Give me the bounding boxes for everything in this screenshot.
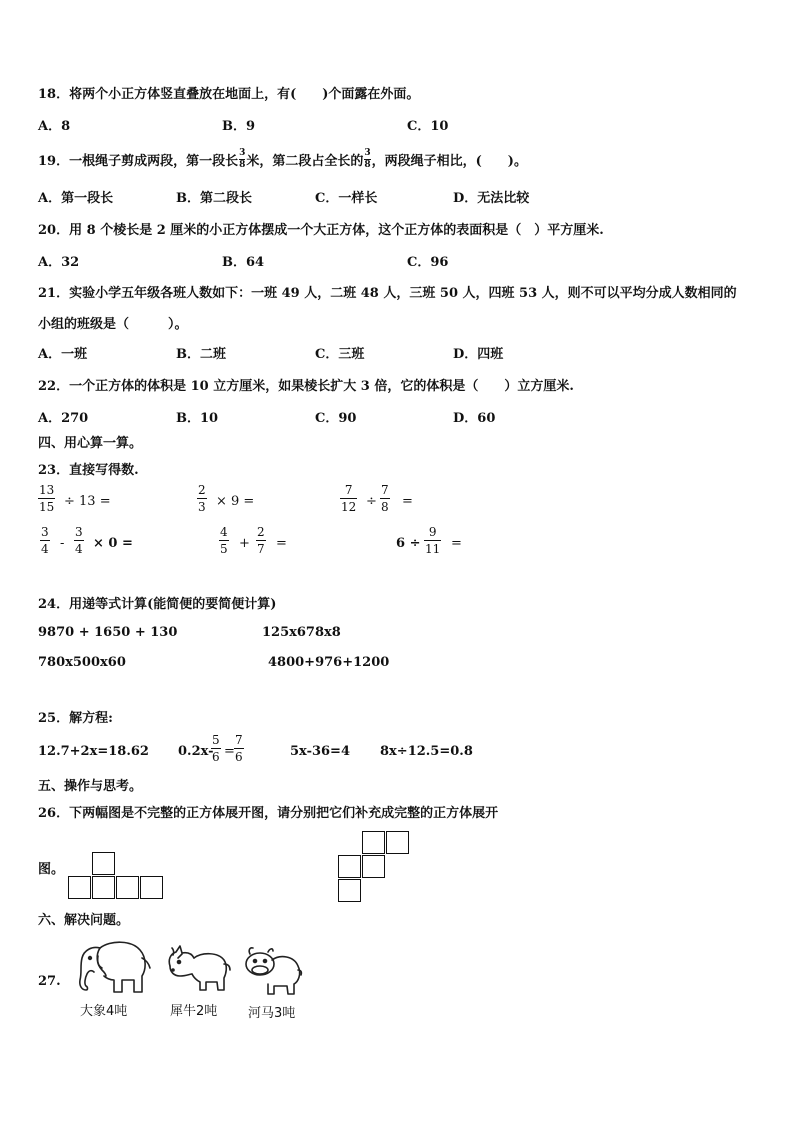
q23-e4-numerator-1: 3 xyxy=(41,525,49,539)
q21-line1: 21．实验小学五年级各班人数如下：一班 49 人，二班 48 人，三班 50 人，四班 53 人，则不可以平均分成人数相同的 xyxy=(38,286,737,301)
q19-option-c[interactable]: C．一样长 xyxy=(315,191,378,206)
q23-e3-equals: = xyxy=(402,494,413,509)
q25-e2-denominator-2: 6 xyxy=(235,750,243,764)
net1-square xyxy=(140,876,163,899)
net1-square xyxy=(116,876,139,899)
q18-option-c[interactable]: C．10 xyxy=(407,119,449,134)
q23-e4-operator: - xyxy=(60,536,65,551)
hippo-label: 河马3吨 xyxy=(248,1006,296,1021)
q22-option-c[interactable]: C．90 xyxy=(315,411,357,426)
q23-e1-fraction xyxy=(38,484,55,513)
elephant-label: 大象4吨 xyxy=(80,1004,128,1019)
q24-expression-2: 125x678x8 xyxy=(262,625,341,640)
q22-option-b[interactable]: B．10 xyxy=(176,411,219,426)
q19-option-b[interactable]: B．第二段长 xyxy=(176,191,252,206)
q23-e6-numerator: 9 xyxy=(428,525,437,539)
q23-e1-denominator: 15 xyxy=(39,500,55,514)
q23-e5-numerator-1: 4 xyxy=(220,525,228,539)
q25-e2-denominator-1: 6 xyxy=(212,750,220,764)
q20-option-c[interactable]: C．96 xyxy=(407,255,449,270)
q22-option-d[interactable]: D．60 xyxy=(453,411,496,426)
q25-equation-2-fraction-1 xyxy=(211,734,221,763)
q23-e6-denominator: 11 xyxy=(425,542,441,556)
q19-fraction-2 xyxy=(364,149,370,170)
net2-square xyxy=(338,855,361,878)
q25-e2-numerator-1: 5 xyxy=(212,733,220,747)
q25-equation-1: 12.7+2x=18.62 xyxy=(38,744,149,759)
q25-equation-2-equals: = xyxy=(224,744,235,759)
q25-equation-2-fraction-2 xyxy=(234,734,244,763)
q19-frac1-numerator: 3 xyxy=(239,147,246,158)
q24-expression-1: 9870 + 1650 + 130 xyxy=(38,625,178,640)
q23-e5-fraction-1 xyxy=(219,526,229,555)
q23-e4-operation: × 0 = xyxy=(93,536,133,551)
q19-frac2-numerator: 3 xyxy=(364,147,371,158)
q23-e2-numerator: 2 xyxy=(198,483,206,497)
net1-square xyxy=(92,852,115,875)
q18-option-a[interactable]: A．8 xyxy=(38,119,71,134)
q23-e5-fraction-2 xyxy=(256,526,266,555)
q23-e4-denominator-1: 4 xyxy=(41,542,49,556)
q23-e5-equals: = xyxy=(276,536,287,551)
q21-option-c[interactable]: C．三班 xyxy=(315,347,365,362)
q23-e2-fraction xyxy=(197,484,207,513)
q23-e3-denominator-2: 8 xyxy=(381,500,389,514)
elephant-illustration xyxy=(70,936,152,998)
q23-e6-fraction xyxy=(424,526,441,555)
q24-expression-3: 780x500x60 xyxy=(38,655,126,670)
q19-frac1-denominator: 8 xyxy=(239,159,246,170)
q23-e3-operator: ÷ xyxy=(366,494,377,509)
net2-square xyxy=(386,831,409,854)
q23-e4-numerator-2: 3 xyxy=(75,525,83,539)
q23-e1-operation: ÷ 13 = xyxy=(64,494,111,509)
q23-e6-prefix: 6 ÷ xyxy=(396,536,421,551)
q24-title: 24．用递等式计算(能简便的要简便计算) xyxy=(38,597,277,612)
section-4-heading: 四、用心算一算。 xyxy=(38,436,143,451)
section-5-heading: 五、操作与思考。 xyxy=(38,779,143,794)
net2-square xyxy=(338,879,361,902)
q26-line1: 26．下两幅图是不完整的正方体展开图，请分别把它们补充成完整的正方体展开 xyxy=(38,806,499,821)
rhino-label: 犀牛2吨 xyxy=(170,1004,218,1019)
net1-square xyxy=(92,876,115,899)
q19-post: ，两段绳子相比，( )。 xyxy=(371,153,527,169)
q25-e2-numerator-2: 7 xyxy=(235,733,243,747)
q20-option-b[interactable]: B．64 xyxy=(222,255,265,270)
q27-number: 27. xyxy=(38,974,61,989)
q21-line2: 小组的班级是（ ）。 xyxy=(38,317,188,332)
q23-e1-numerator: 13 xyxy=(39,483,55,497)
q20-text: 20．用 8 个棱长是 2 厘米的小正方体摆成一个大正方体，这个正方体的表面积是（ ）平方厘米. xyxy=(38,223,604,238)
q25-title: 25．解方程: xyxy=(38,711,113,726)
q20-option-a[interactable]: A．32 xyxy=(38,255,80,270)
net2-square xyxy=(362,831,385,854)
q18-option-b[interactable]: B．9 xyxy=(222,119,256,134)
q19-option-a[interactable]: A．第一段长 xyxy=(38,191,114,206)
q25-equation-2-prefix: 0.2x- xyxy=(178,744,214,759)
q23-e3-denominator-1: 12 xyxy=(341,500,357,514)
rhino-illustration xyxy=(162,944,232,996)
q23-e2-operation: × 9 = xyxy=(216,494,255,509)
q23-e5-denominator-2: 7 xyxy=(257,542,265,556)
q23-e5-denominator-1: 5 xyxy=(220,542,228,556)
q19-mid: 米，第二段占全长的 xyxy=(246,153,364,169)
q23-e5-numerator-2: 2 xyxy=(257,525,265,539)
q26-line2: 图。 xyxy=(38,862,65,877)
q22-text: 22．一个正方体的体积是 10 立方厘米，如果棱长扩大 3 倍，它的体积是（ ）立方厘米. xyxy=(38,379,574,394)
q23-title: 23．直接写得数. xyxy=(38,463,139,478)
q23-e3-fraction-2 xyxy=(380,484,390,513)
q21-option-d[interactable]: D．四班 xyxy=(453,347,504,362)
q18-text: 18．将两个小正方体竖直叠放在地面上，有( )个面露在外面。 xyxy=(38,87,420,102)
q23-e3-fraction-1 xyxy=(340,484,357,513)
q25-equation-4: 8x÷12.5=0.8 xyxy=(380,744,473,759)
q25-equation-3: 5x-36=4 xyxy=(290,744,350,759)
q21-option-b[interactable]: B．二班 xyxy=(176,347,226,362)
q23-e3-numerator-2: 7 xyxy=(381,483,389,497)
hippo-illustration xyxy=(238,942,304,998)
q22-option-a[interactable]: A．270 xyxy=(38,411,89,426)
q19-option-d[interactable]: D．无法比较 xyxy=(453,191,530,206)
q23-e2-denominator: 3 xyxy=(198,500,206,514)
q19-pre: 19．一根绳子剪成两段，第一段长 xyxy=(38,153,239,169)
q23-e4-fraction-1 xyxy=(40,526,50,555)
q24-expression-4: 4800+976+1200 xyxy=(268,655,390,670)
section-6-heading: 六、解决问题。 xyxy=(38,913,130,928)
q21-option-a[interactable]: A．一班 xyxy=(38,347,88,362)
q23-e6-equals: = xyxy=(451,536,462,551)
q19-text xyxy=(38,147,527,171)
q23-e4-fraction-2 xyxy=(74,526,84,555)
q19-fraction-1 xyxy=(239,149,245,170)
q23-e5-operator: + xyxy=(239,536,250,551)
q19-frac2-denominator: 8 xyxy=(364,159,371,170)
net1-square xyxy=(68,876,91,899)
q23-e4-denominator-2: 4 xyxy=(75,542,83,556)
net2-square xyxy=(362,855,385,878)
q23-e3-numerator-1: 7 xyxy=(344,483,353,497)
